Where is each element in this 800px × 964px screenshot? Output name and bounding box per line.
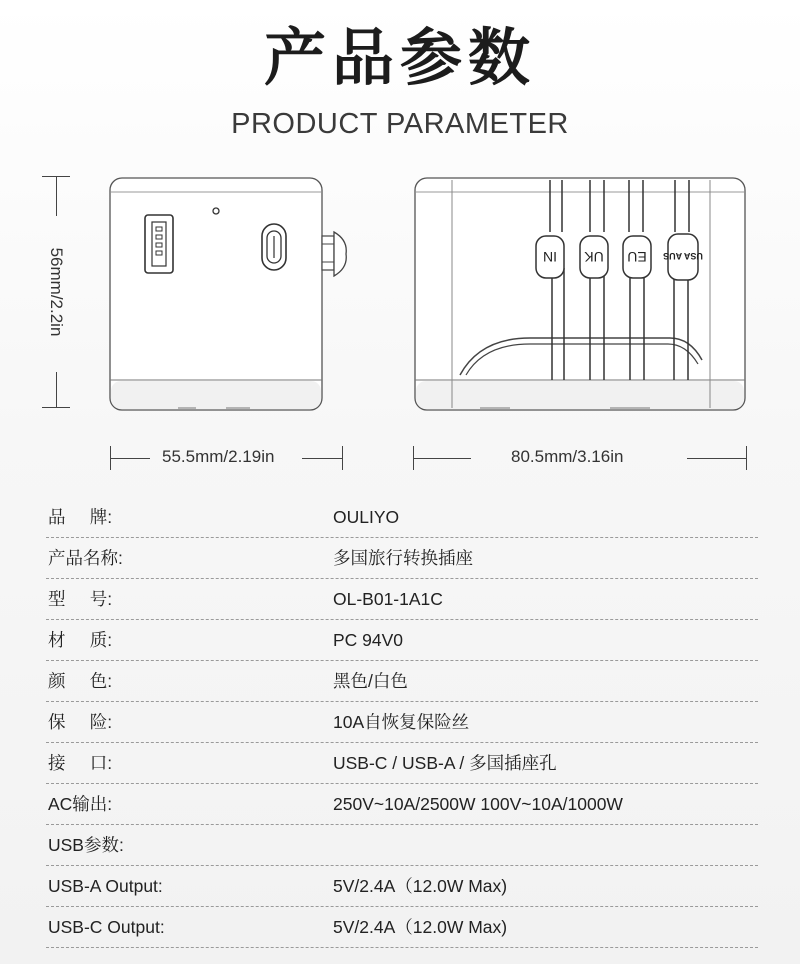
page-subtitle: PRODUCT PARAMETER: [231, 108, 569, 140]
spec-label: 材 质:: [48, 630, 113, 650]
length-dimension: [413, 446, 749, 470]
usb-a-port-icon: [145, 215, 173, 273]
adapter-side-view: [410, 170, 750, 420]
spec-label: AC输出:: [48, 794, 113, 814]
spec-value: 10A自恢复保险丝: [333, 712, 470, 732]
length-dimension-label: 80.5mm/3.16in: [511, 447, 624, 466]
spec-row-usb-c-output: [46, 907, 758, 948]
spec-value: OULIYO: [333, 507, 400, 527]
plug-label-in: IN: [543, 249, 557, 265]
spec-value: USB-C / USB-A / 多国插座孔: [333, 753, 557, 773]
spec-label: 产品名称:: [48, 548, 123, 568]
spec-row-interface: [46, 743, 758, 784]
spec-value: 5V/2.4A（12.0W Max): [333, 917, 508, 937]
spec-value: PC 94V0: [333, 630, 404, 650]
height-dimension: [36, 176, 76, 408]
spec-row-usb-a-output: [46, 866, 758, 907]
spec-row-brand: [46, 497, 758, 538]
spec-label: USB参数:: [48, 835, 124, 855]
spec-value: 多国旅行转换插座: [333, 548, 473, 568]
spec-row-fuse: [46, 702, 758, 743]
slider-knob-icon: [322, 232, 346, 276]
spec-value: 250V~10A/2500W 100V~10A/1000W: [333, 794, 623, 814]
width-dimension: [110, 446, 346, 470]
spec-label: USB-A Output:: [48, 876, 163, 896]
spec-value: 5V/2.4A（12.0W Max): [333, 876, 508, 896]
spec-label: 品 牌:: [48, 507, 113, 527]
plug-label-uk: UK: [584, 249, 604, 265]
height-dimension-label: 56mm/2.2in: [47, 247, 66, 337]
spec-value: 黑色/白色: [333, 671, 408, 691]
spec-label: 型 号:: [48, 589, 113, 609]
spec-label: USB-C Output:: [48, 917, 165, 937]
usb-c-port-icon: [262, 224, 286, 270]
spec-row-product-name: [46, 538, 758, 579]
spec-label: 颜 色:: [48, 671, 113, 691]
spec-table: [46, 497, 758, 948]
adapter-front-view: [100, 170, 360, 420]
spec-row-color: [46, 661, 758, 702]
spec-label: 接 口:: [48, 753, 113, 773]
spec-row-material: [46, 620, 758, 661]
plug-label-eu: EU: [627, 249, 647, 265]
plug-label-usa-aus: USA AUS: [663, 251, 703, 261]
width-dimension-label: 55.5mm/2.19in: [162, 447, 275, 466]
spec-row-usb-params: [46, 825, 758, 866]
spec-label: 保 险:: [48, 712, 113, 732]
spec-value: OL-B01-1A1C: [333, 589, 443, 609]
page-title: 产品参数: [263, 21, 536, 94]
spec-row-ac-output: [46, 784, 758, 825]
spec-row-model: [46, 579, 758, 620]
